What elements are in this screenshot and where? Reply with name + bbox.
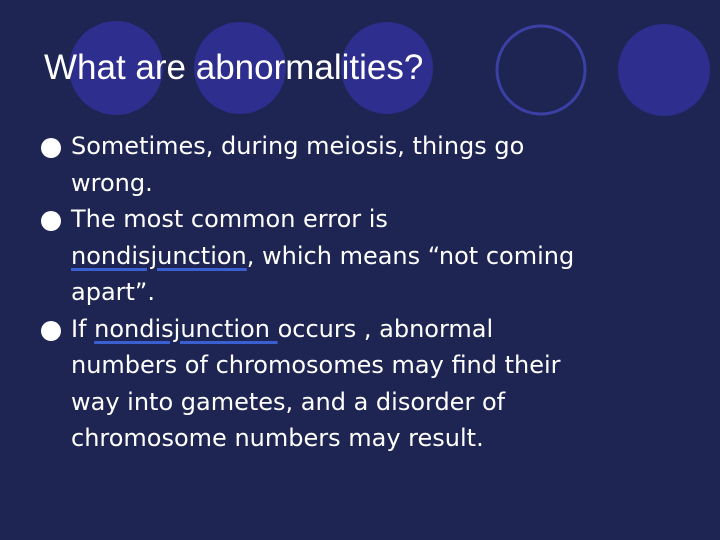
bullet-text: apart”. xyxy=(71,278,155,306)
bullet-dot-icon xyxy=(41,321,61,341)
decorative-circle xyxy=(618,24,710,116)
bullet-text: Sometimes, during meiosis, things go xyxy=(71,132,525,160)
term-link[interactable]: nondisjunction xyxy=(71,241,247,270)
bullet-dot-icon xyxy=(41,138,61,158)
decorative-circle xyxy=(497,26,585,114)
underline-gap xyxy=(270,315,278,343)
bullet-item xyxy=(38,128,708,201)
bullet-text: numbers of chromosomes may find their xyxy=(71,351,561,379)
slide-body xyxy=(38,128,708,457)
bullet-text: way into gametes, and a disorder of xyxy=(71,387,506,416)
bullet-item xyxy=(38,311,708,457)
slide-title: What are abnormalities? xyxy=(44,48,424,87)
term-link[interactable]: nondisjunction xyxy=(94,314,270,343)
bullet-dot-icon xyxy=(41,211,61,231)
bullet-text: The most common error is xyxy=(71,205,388,233)
bullet-text: occurs , abnormal xyxy=(277,314,494,343)
bullet-item xyxy=(38,201,708,311)
bullet-text: chromosome numbers may result. xyxy=(71,424,484,452)
bullet-text: , which means “not coming xyxy=(246,241,575,270)
bullet-text: If xyxy=(71,314,95,343)
bullet-text: wrong. xyxy=(71,168,153,197)
